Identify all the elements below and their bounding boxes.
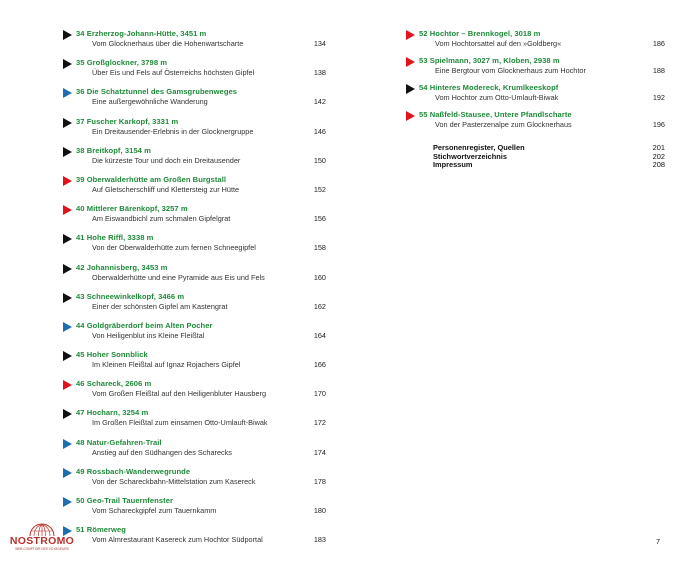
entry-title-text: Mittlerer Bärenkopf, 3257 m (86, 204, 188, 214)
entry-subtitle: Vom Schareckgipfel zum Tauernkamm (92, 506, 217, 515)
entry-title (419, 110, 572, 119)
entry-title-text: Naßfeld-Stausee, Untere Pfandlscharte (429, 110, 572, 119)
entry-page-number: 178 (313, 476, 326, 486)
entry-title (76, 496, 173, 505)
entry-title-text: Hoher Sonnblick (86, 350, 148, 360)
entry-title-text: Geo-Trail Tauernfenster (86, 496, 173, 505)
entry-title (76, 204, 188, 213)
entry-title-text: Erzherzog-Johann-Hütte, 3451 m (86, 29, 207, 38)
toc-entry[interactable] (62, 117, 326, 146)
entry-number: 42 (76, 262, 85, 272)
entry-number: 40 (76, 204, 85, 214)
entry-number: 36 (76, 87, 85, 97)
triangle-marker-icon (63, 264, 72, 274)
entry-page-number: 166 (313, 360, 326, 370)
entry-number: 50 (76, 496, 85, 505)
entry-subtitle: Vom Hochtorsattel auf den »Goldberg« (435, 39, 562, 48)
appendix-page-number: 208 (652, 160, 665, 170)
entry-title-text: Natur-Gefahren-Trail (86, 437, 162, 447)
entry-title-text: Römerweg (86, 525, 126, 535)
entry-page-number: 158 (313, 243, 326, 253)
entry-title-text: Fuscher Karkopf, 3331 m (86, 116, 179, 126)
entry-number: 41 (76, 233, 85, 243)
entry-subtitle: Am Eiswandbichl zum schmalen Gipfelgrat (92, 214, 231, 224)
triangle-marker-icon (63, 118, 72, 128)
entry-title-text: Oberwalderhütte am Großen Burgstall (86, 174, 227, 184)
toc-entry[interactable] (62, 58, 326, 87)
entry-title (76, 87, 237, 96)
entry-page-number: 150 (313, 155, 326, 165)
entry-title-text: Schareck, 2606 m (86, 379, 152, 389)
entry-number: 51 (76, 525, 85, 535)
toc-entry[interactable] (62, 379, 326, 408)
triangle-marker-icon (406, 84, 415, 94)
entry-number: 49 (76, 466, 85, 476)
entry-page-number: 152 (313, 184, 326, 194)
entry-title (76, 146, 151, 155)
entry-title-text: Spielmann, 3027 m, Kloben, 2938 m (429, 56, 560, 65)
entry-subtitle: Im Großen Fleißtal zum einsamen Otto-Umlauft-Biwak (92, 418, 268, 428)
entry-subtitle: Vom Glocknerhaus über die Hohenwartscharte (92, 39, 244, 48)
entry-title-text: Hocharn, 3254 m (86, 408, 149, 418)
triangle-marker-icon (63, 176, 72, 186)
toc-entry[interactable] (62, 496, 326, 525)
entry-title (76, 321, 213, 330)
nostromo-logo (6, 522, 78, 553)
entry-title-text: Breitkopf, 3154 m (86, 145, 151, 155)
entry-subtitle: Vom Hochtor zum Otto-Umlauft-Biwak (435, 93, 559, 102)
toc-entry[interactable] (405, 110, 665, 137)
appendix-label: Stichwortverzeichnis (433, 151, 507, 161)
entry-number: 37 (76, 116, 85, 126)
entry-subtitle: Die kürzeste Tour und doch ein Dreitausender (92, 155, 241, 165)
triangle-marker-icon (63, 439, 72, 449)
entry-number: 48 (76, 437, 85, 447)
entry-subtitle: Auf Gletscherschliff und Klettersteig zur Hütte (92, 184, 240, 194)
entry-subtitle: Oberwalderhütte und eine Pyramide aus Eis und Fels (92, 272, 265, 282)
toc-entry[interactable] (62, 438, 326, 467)
logo-name: NOSTROMO (9, 535, 75, 547)
entry-page-number: 196 (652, 120, 665, 129)
entry-title-text: Johannisberg, 3453 m (86, 262, 168, 272)
entry-page-number: 156 (313, 214, 326, 224)
triangle-marker-icon (406, 111, 415, 121)
appendix-entry[interactable] (433, 152, 665, 161)
entry-page-number: 188 (652, 66, 665, 75)
triangle-marker-icon (63, 322, 72, 332)
appendix-page-number: 202 (652, 151, 665, 161)
entry-subtitle: Im Kleinen Fleißtal auf Ignaz Rojachers Gipfel (92, 360, 241, 370)
entry-title-text: Hohe Riffl, 3338 m (86, 233, 154, 243)
entry-subtitle: Eine Bergtour vom Glocknerhaus zum Hochtor (435, 66, 586, 75)
toc-entry[interactable] (405, 29, 665, 56)
entry-subtitle: Anstieg auf den Südhangen des Scharecks (92, 447, 232, 457)
entry-number: 54 (419, 83, 428, 92)
appendix-entry[interactable] (433, 143, 665, 152)
entry-subtitle: Ein Dreitausender-Erlebnis in der Glocknergruppe (92, 126, 254, 136)
toc-entry[interactable] (62, 292, 326, 321)
triangle-marker-icon (63, 351, 72, 361)
entry-title (76, 438, 162, 447)
entry-subtitle: Von der Schareckbahn-Mittelstation zum Kasereck (92, 476, 256, 486)
entry-title-text: Großglockner, 3798 m (86, 58, 168, 68)
entry-title-text: Hochtor – Brennkogel, 3018 m (429, 29, 541, 38)
triangle-marker-icon (63, 468, 72, 478)
entry-title (76, 525, 126, 534)
entry-page-number: 192 (652, 93, 665, 102)
entry-number: 53 (419, 56, 428, 65)
triangle-marker-icon (406, 30, 415, 40)
toc-entry[interactable] (62, 321, 326, 350)
appendix-entry[interactable] (433, 160, 665, 169)
toc-entry[interactable] (62, 87, 326, 116)
appendix-label: Personenregister, Quellen (433, 143, 525, 152)
entry-title (76, 350, 148, 359)
toc-appendix-list (433, 143, 665, 169)
entry-subtitle: Eine außergewöhnliche Wanderung (92, 97, 208, 107)
entry-subtitle: Von der Pasterzenalpe zum Glocknerhaus (435, 120, 572, 129)
toc-entry[interactable] (62, 175, 326, 204)
entry-subtitle: Von Heiligenblut ins Kleine Fleißtal (92, 330, 205, 340)
logo-tagline: WEB COMPTOIR DES VOYAGEURS (15, 547, 69, 551)
entry-title (419, 56, 560, 65)
entry-subtitle: Von der Oberwalderhütte zum fernen Schneegipfel (92, 243, 256, 253)
entry-number: 55 (419, 110, 428, 119)
triangle-marker-icon (406, 57, 415, 67)
toc-left-column (62, 29, 326, 554)
toc-entry[interactable] (405, 56, 665, 83)
triangle-marker-icon (63, 293, 72, 303)
entry-subtitle: Einer der schönsten Gipfel am Kastengrat (92, 301, 228, 311)
entry-page-number: 162 (313, 301, 326, 311)
entry-number: 35 (76, 58, 85, 68)
toc-entry[interactable] (62, 525, 326, 554)
triangle-marker-icon (63, 205, 72, 215)
toc-entry[interactable] (62, 29, 326, 58)
entry-subtitle: Vom Almrestaurant Kasereck zum Hochtor Südportal (92, 535, 263, 545)
entry-number: 46 (76, 379, 85, 389)
entry-page-number: 186 (652, 39, 665, 48)
entry-title (76, 292, 184, 301)
entry-number: 39 (76, 174, 85, 184)
entry-title-text: Rossbach-Wanderwegrunde (86, 466, 191, 476)
triangle-marker-icon (63, 380, 72, 390)
entry-title (76, 117, 178, 126)
entry-page-number: 180 (313, 506, 326, 515)
entry-number: 47 (76, 408, 85, 418)
entry-number: 34 (76, 29, 85, 38)
entry-title-text: Goldgräberdorf beim Alten Pocher (86, 320, 213, 330)
appendix-page-number: 201 (652, 143, 665, 152)
toc-entry[interactable] (62, 350, 326, 379)
entry-number: 43 (76, 291, 85, 301)
entry-title (76, 29, 206, 38)
entry-page-number: 183 (313, 535, 326, 545)
entry-page-number: 138 (313, 68, 326, 78)
entry-page-number: 174 (313, 447, 326, 457)
toc-entry[interactable] (62, 467, 326, 496)
entry-title-text: Hinteres Modereck, Krumlkeeskopf (429, 83, 559, 92)
toc-entry[interactable] (62, 263, 326, 292)
entry-title-text: Schneewinkelkopf, 3466 m (86, 291, 185, 301)
entry-number: 44 (76, 320, 85, 330)
entry-page-number: 172 (313, 418, 326, 428)
entry-title (76, 58, 167, 67)
triangle-marker-icon (63, 30, 72, 40)
entry-page-number: 142 (313, 97, 326, 107)
triangle-marker-icon (63, 147, 72, 157)
toc-entry[interactable] (62, 408, 326, 437)
appendix-label: Impressum (433, 160, 473, 170)
entry-title-text: Die Schatztunnel des Gamsgrubenweges (86, 87, 238, 97)
entry-title (76, 263, 167, 272)
toc-entry[interactable] (405, 83, 665, 110)
toc-right-column (405, 29, 665, 137)
triangle-marker-icon (63, 497, 72, 507)
entry-page-number: 160 (313, 272, 326, 282)
toc-entry[interactable] (62, 204, 326, 233)
entry-number: 52 (419, 29, 428, 38)
entry-title (76, 379, 151, 388)
entry-subtitle: Vom Großen Fleißtal auf den Heiligenbluter Hausberg (92, 389, 266, 399)
triangle-marker-icon (63, 59, 72, 69)
entry-number: 45 (76, 350, 85, 360)
entry-page-number: 170 (313, 389, 326, 399)
page-number: 7 (656, 537, 661, 546)
entry-page-number: 164 (313, 330, 326, 340)
toc-entry[interactable] (62, 146, 326, 175)
entry-title (419, 83, 558, 92)
toc-entry[interactable] (62, 233, 326, 262)
entry-title (76, 233, 153, 242)
triangle-marker-icon (63, 234, 72, 244)
entry-number: 38 (76, 145, 85, 155)
triangle-marker-icon (63, 409, 72, 419)
entry-page-number: 134 (313, 39, 326, 48)
entry-title (76, 467, 190, 476)
entry-title (76, 408, 148, 417)
entry-subtitle: Über Eis und Fels auf Österreichs höchsten Gipfel (92, 68, 255, 78)
entry-title (76, 175, 226, 184)
triangle-marker-icon (63, 88, 72, 98)
entry-title (419, 29, 540, 38)
entry-page-number: 146 (313, 126, 326, 136)
